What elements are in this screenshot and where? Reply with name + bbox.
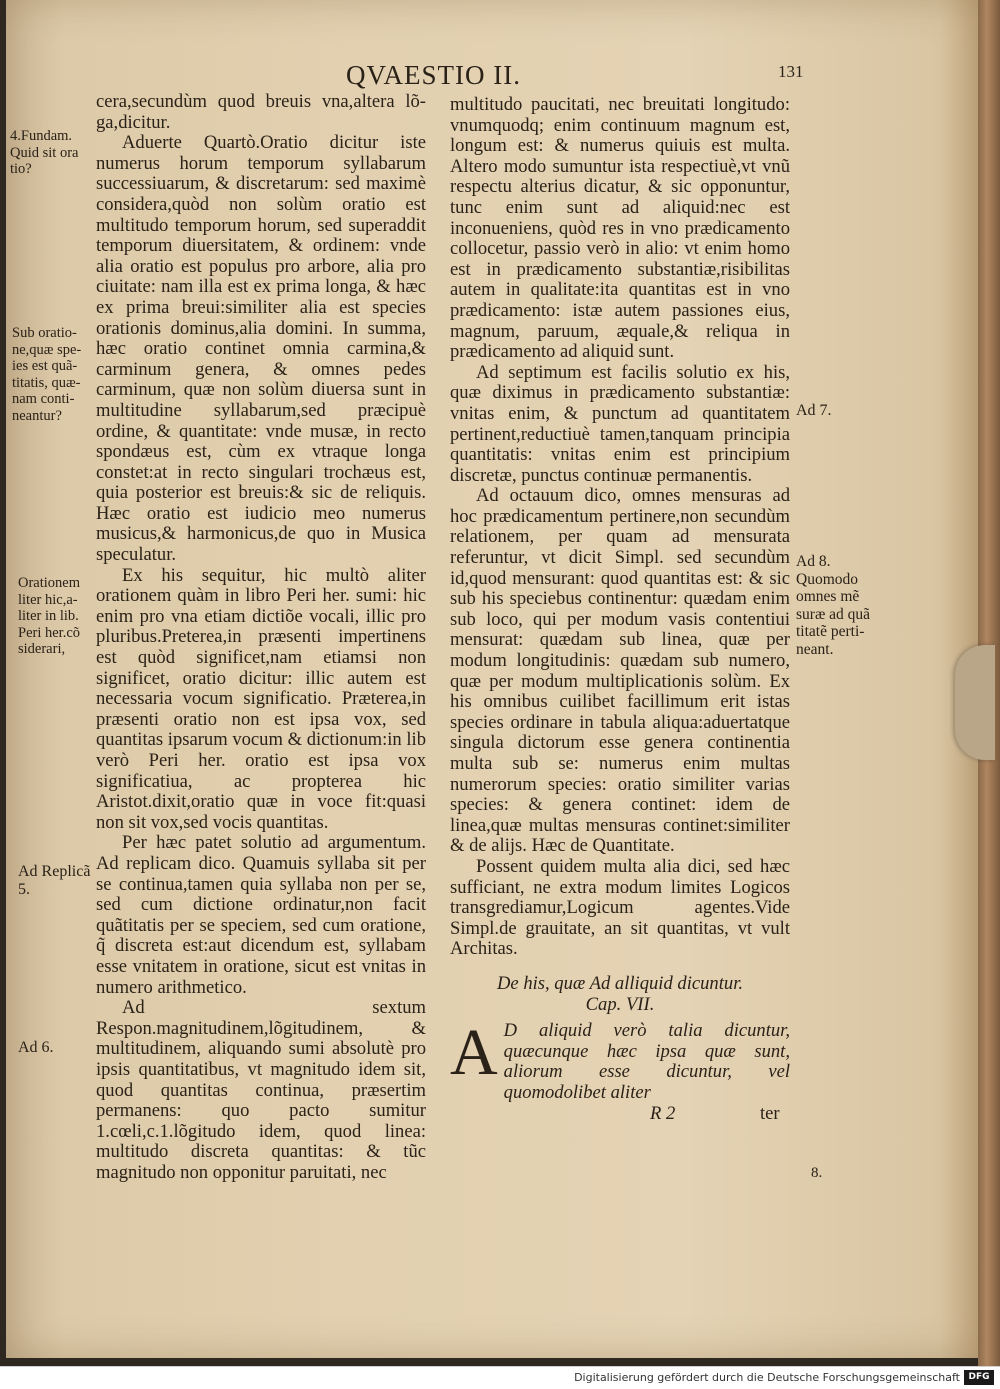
left-paragraph: Aduerte Quartò.Oratio dicitur iste numerus horum temporum syllabarum successiuarum, & discretarum: sed maximè considera,quòd non solùm oratio est multitudo temporum horum, sed superaddit temporum diuersitatem, & ordinem: vnde alia oratio est populus pro arbore, alia pro ciuitate: nam illa est ex prima longa, & hæc ex prima breui:similiter alia est species orationis dominus,alia domini. In summa, hæc oratio continet omnia carmina,& carminum genera, & omnes pedes carminum, quæ non solùm diuersa sunt in multitudine syllabarum,sed præcipuè ordine, & quantitate: vnde musæ, in recto spondæus est, cùm ex vtraque longa constet:at in recto singulari trochæus est, quia posterior est breuis:& sic de reliquis. Hæc oratio est iudicio meo numerus musicus,& harmonicus,de quo in Musica speculatur. xyxy=(96,132,426,566)
left-paragraph: cera,secundùm quod breuis vna,altera lõ-ga,dicitur. xyxy=(96,91,426,133)
right-column xyxy=(450,95,790,1124)
margin-note: Ad 6. xyxy=(18,1039,54,1056)
dfg-logo: DFG xyxy=(964,1370,994,1385)
margin-note: Ad 7. xyxy=(796,402,832,419)
margin-note: 4.Fundam. Quid sit ora tio? xyxy=(10,128,79,177)
drop-cap-initial: A xyxy=(450,1016,498,1090)
right-paragraph: multitudo paucitati, nec breuitati longitudo: vnumquodq; enim continuum magnum est, longum est: & numerus quiuis est multa. Altero modo sumuntur ista respectiuè,vt vnũ respectu alterius dicatur, & sic opponuntur, tunc enim sunt ad aliquid:nec est inconueniens, quòd res in vno prædicamento collocetur, passio verò in alio: vt enim homo est in prædicamento substantiæ,risibilitas autem in qualitate:ita quantitas est in vno prædicamento: istæ autem passiones eius, magnum, paruum, æquale,& reliqua in prædicamento ad aliquid sunt. xyxy=(450,94,790,363)
right-paragraph: Possent quidem multa alia dici, sed hæc sufficiant, ne extra modum limites Logicos transgrediamur,Logicum agentes.Vide Simpl.de grauitate, an sit quantitas, vt vult Architas. xyxy=(450,855,790,960)
signature-mark: R 2 xyxy=(650,1102,676,1124)
left-paragraph: Per hæc patet solutio ad argumentum. Ad replicam dico. Quamuis syllaba sit per se continua,tamen quia syllaba non per se, sed cum dictione ordinatur,non facit quãtitatis per se speciem, sed cum oratione, q̃ discreta est:aut dicendum est, syllabam esse vnitatem in oratione, sicut est vnitas in numero arithmetico. xyxy=(96,832,426,998)
chapter-number: Cap. VII. xyxy=(585,993,655,1015)
catchword: ter xyxy=(760,1102,780,1124)
left-paragraph: Ex his sequitur, hic multò aliter orationem quàm in libro Peri her. sumi: hic enim pro vna etiam dictiõe vocali, illic pro pluribus.Preterea,in præsenti impertinens est quòd significet,nam etiamsi non significet, oratio dicitur: illic autem est necessaria vocum significatio. Præterea,in præsenti oratio non est ipsa vox, sed quantitas ipsarum vocum & dictionum:in lib verò Peri her. oratio est ipsa vox significatiua, ac propterea hic Aristot.dixit,oratio quæ in voce fit:quasi non sit vox,sed vocis quantitas. xyxy=(96,564,427,833)
margin-note: Ad 8. Quomodo omnes mẽ suræ ad quã titatẽ perti- neant. xyxy=(796,553,871,658)
margin-note: Sub oratio- ne,quæ spe- ies est quã- titatis, quæ- nam conti- neantur? xyxy=(12,325,82,424)
footer-bar xyxy=(0,1366,1000,1389)
margin-note: Ad Replicã 5. xyxy=(18,863,91,898)
right-paragraph: Ad septimum est facilis solutio ex his, quæ diximus in prædicamento substantiæ: vnitas enim, & punctum ad quantitatem pertinent,reductiuè tamen,tanquam principia quantitatis: vnitas enim est principium discretæ, punctus continuæ permanentis. xyxy=(450,361,790,486)
chapter-opening xyxy=(450,1016,790,1103)
running-head: QVAESTIO II. xyxy=(346,60,521,90)
chapter-title: De his, quæ Ad alliquid dicuntur. xyxy=(496,972,744,994)
page-number: 131 xyxy=(778,62,804,81)
book-page xyxy=(6,0,978,1358)
funding-credit: Digitalisierung gefördert durch die Deutsche Forschungsgemeinschaft xyxy=(574,1371,960,1384)
left-column xyxy=(96,92,426,1183)
signature-line xyxy=(450,1104,790,1125)
chapter-opening-text: D aliquid verò talia dicuntur, quæcunque hæc ipsa quæ sunt, aliorum esse dicuntur, vel quomodolibet aliter xyxy=(503,1020,790,1103)
right-paragraph: Ad octauum dico, omnes mensuras ad hoc prædicamentum pertinere,non secundùm relationem, per quam ad mensurata referuntur, vt dicit Simpl. sed secundùm id,quod mensurant: quod quantitas est: & sic sub his speciebus continentur: quædam enim sub loco, qui per modum vasis contentiui mensurat: quædam sub linea, quæ per modum longitudinis: quædam sub numero, quæ per modum multiplicationis solùm. Ex his omnibus cuilibet facillimum erit istas species ordinare in tabula aliqua:aduertatque singula dictorum esse genera continentia multa sub se: numerus enim multas numerorum species: oratio similiter varias species: & genera continet: idem de linea,quæ multas mensuras continet:similiter & de alijs. Hæc de Quantitate. xyxy=(450,485,790,857)
page-tab xyxy=(955,645,995,760)
margin-note: Orationem liter hic,a- liter in lib. Peri her.cõ siderari, xyxy=(18,575,81,657)
margin-note: 8. xyxy=(811,1165,823,1181)
left-paragraph: Ad sextum Respon.magnitudinem,lõgitudinem, & multitudinem, aliquando sumi absolutè pro ipsis quantitatibus, vt magnitudo idem sit, quod quantitas continua, præsertim permanens: quo pacto sumitur 1.cœli,c.1.lõgitudo idem, quod linea: multitudo discreta quantitas: & tũc magnitudo non opponitur paruitati, nec xyxy=(96,997,426,1183)
